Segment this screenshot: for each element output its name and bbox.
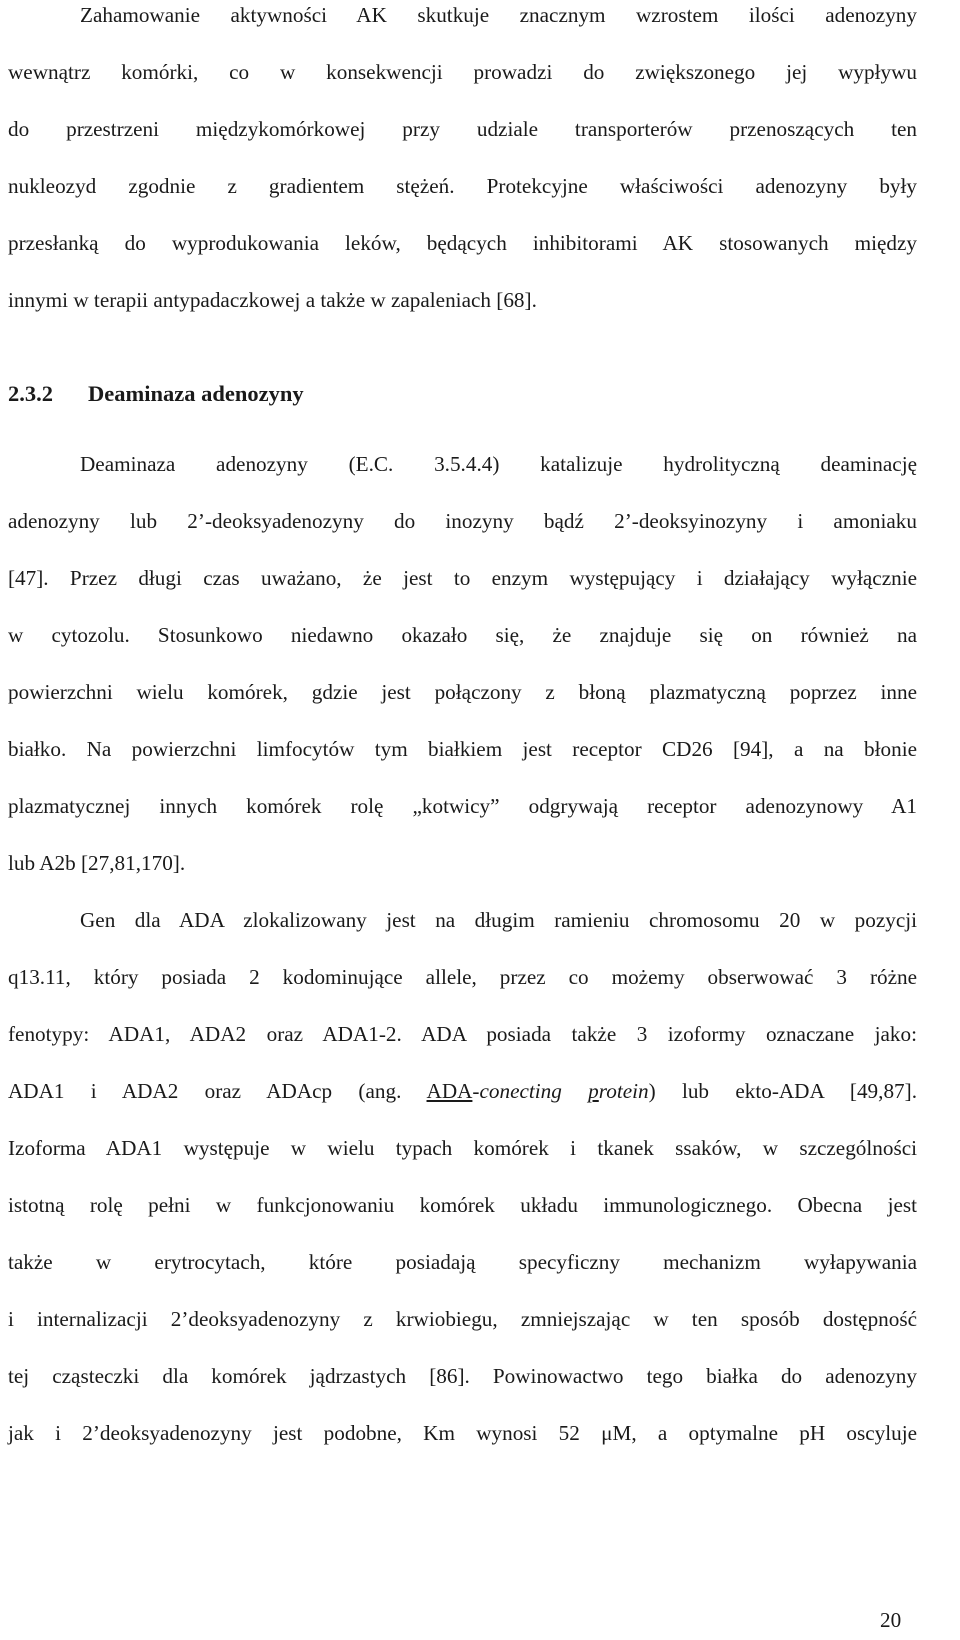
text-line: [47]. Przez długi czas uważano, że jest to enzym występujący i działający wyłącznie xyxy=(8,566,917,590)
text-line: jak i 2’deoksyadenozyny jest podobne, Km wynosi 52 μM, a optymalne pH oscyluje xyxy=(8,1421,917,1445)
text-line: adenozyny lub 2’-deoksyadenozyny do inozyny bądź 2’-deoksyinozyny i amoniaku xyxy=(8,509,917,533)
italic-text: rotein xyxy=(598,1079,649,1103)
text-line: istotną rolę pełni w funkcjonowaniu komórek układu immunologicznego. Obecna jest xyxy=(8,1193,917,1217)
text-line: Zahamowanie aktywności AK skutkuje znacznym wzrostem ilości adenozyny xyxy=(80,3,917,27)
section-title: Deaminaza adenozyny xyxy=(88,381,304,406)
text-line: przesłanką do wyprodukowania leków, będących inhibitorami AK stosowanych między xyxy=(8,231,917,255)
page-number: 20 xyxy=(880,1608,902,1632)
section-heading xyxy=(8,378,304,410)
text-line: plazmatycznej innych komórek rolę „kotwicy” odgrywają receptor adenozynowy A1 xyxy=(8,794,917,818)
text-line: w cytozolu. Stosunkowo niedawno okazało się, że znajduje się on również na xyxy=(8,623,917,647)
text-line: powierzchni wielu komórek, gdzie jest połączony z błoną plazmatyczną poprzez inne xyxy=(8,680,917,704)
text-run: ADA1 i ADA2 oraz ADAcp (ang. xyxy=(8,1079,427,1103)
text-line: Deaminaza adenozyny (E.C. 3.5.4.4) katalizuje hydrolityczną deaminację xyxy=(80,452,917,476)
text-line xyxy=(8,1076,917,1106)
text-run: ) lub ekto-ADA [49,87]. xyxy=(648,1079,917,1103)
text-line: Izoforma ADA1 występuje w wielu typach komórek i tkanek ssaków, w szczególności xyxy=(8,1136,917,1160)
text-line: lub A2b [27,81,170]. xyxy=(8,851,186,875)
underlined-italic-text: p xyxy=(588,1079,599,1103)
text-line: Gen dla ADA zlokalizowany jest na długim ramieniu chromosomu 20 w pozycji xyxy=(80,908,917,932)
text-run xyxy=(562,1079,588,1103)
text-line: także w erytrocytach, które posiadają specyficzny mechanizm wyłapywania xyxy=(8,1250,917,1274)
text-line: q13.11, który posiada 2 kodominujące allele, przez co możemy obserwować 3 różne xyxy=(8,965,917,989)
text-run: - xyxy=(472,1079,480,1103)
text-line: i internalizacji 2’deoksyadenozyny z krwiobiegu, zmniejszając w ten sposób dostępność xyxy=(8,1307,917,1331)
text-line: wewnątrz komórki, co w konsekwencji prowadzi do zwiększonego jej wypływu xyxy=(8,60,917,84)
text-line: nukleozyd zgodnie z gradientem stężeń. Protekcyjne właściwości adenozyny były xyxy=(8,174,917,198)
text-line: białko. Na powierzchni limfocytów tym białkiem jest receptor CD26 [94], a na błonie xyxy=(8,737,917,761)
text-line: do przestrzeni międzykomórkowej przy udziale transporterów przenoszących ten xyxy=(8,117,917,141)
text-line: tej cząsteczki dla komórek jądrzastych [86]. Powinowactwo tego białka do adenozyny xyxy=(8,1364,917,1388)
section-number: 2.3.2 xyxy=(8,381,53,406)
italic-text: conecting xyxy=(479,1079,562,1103)
text-line: innymi w terapii antypadaczkowej a także w zapaleniach [68]. xyxy=(8,288,537,312)
underlined-text: ADA xyxy=(426,1079,473,1103)
text-line: fenotypy: ADA1, ADA2 oraz ADA1-2. ADA posiada także 3 izoformy oznaczane jako: xyxy=(8,1022,917,1046)
